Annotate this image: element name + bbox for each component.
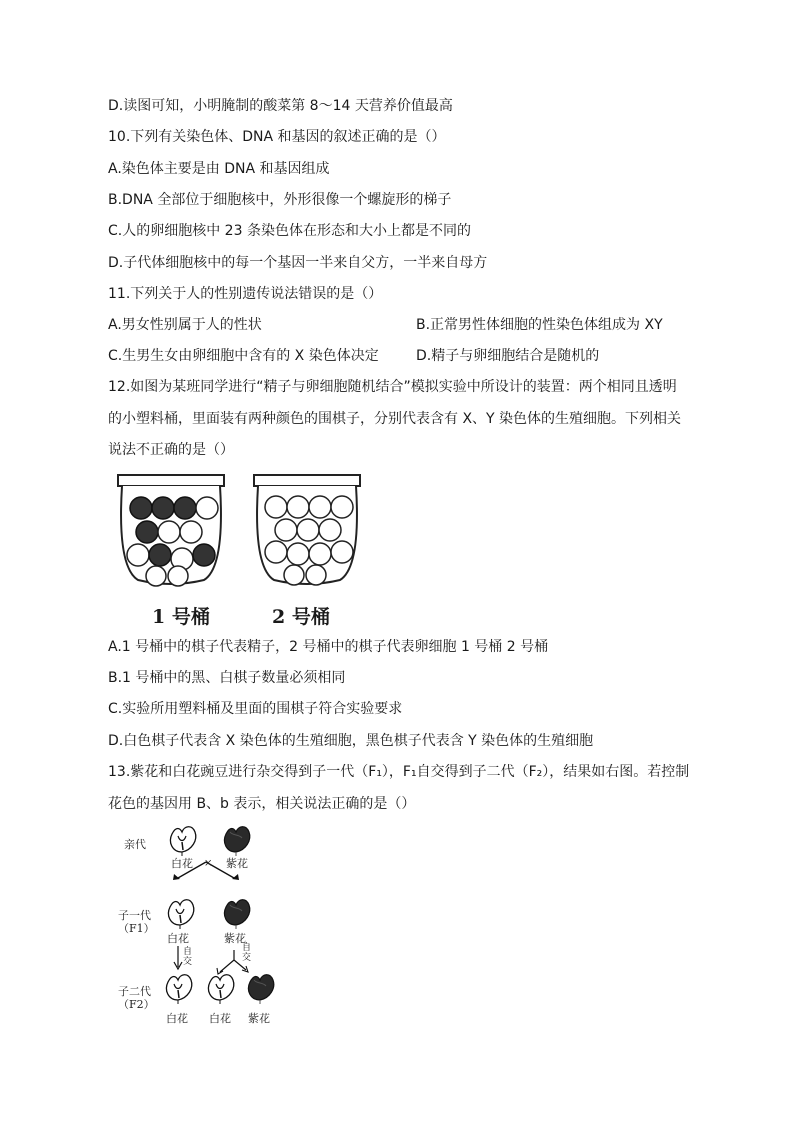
- q9-option-d: D.读图可知，小明腌制的酸菜第 8～14 天营养价值最高: [108, 98, 453, 114]
- f1-purple-flower: [224, 900, 249, 929]
- f1-white-label: 白花: [167, 932, 189, 945]
- f1-self-d: 交: [242, 953, 252, 963]
- q12-option-c: C.实验所用塑料桶及里面的围棋子符合实验要求: [108, 701, 403, 717]
- gen-parent-label: 亲代: [124, 838, 146, 851]
- f1-white-flower: [168, 900, 193, 929]
- f2-white-flower-2: [208, 975, 233, 1004]
- q10-option-a: A.染色体主要是由 DNA 和基因组成: [108, 161, 330, 177]
- q11-stem: 11.下列关于人的性别遗传说法错误的是（）: [108, 286, 383, 302]
- q10-option-c: C.人的卵细胞核中 23 条染色体在形态和大小上都是不同的: [108, 223, 471, 239]
- f2-purple-label: 紫花: [248, 1012, 270, 1025]
- q12-option-a: A.1 号桶中的棋子代表精子，2 号桶中的棋子代表卵细胞 1 号桶 2 号桶: [108, 639, 549, 655]
- q10-option-b: B.DNA 全部位于细胞核中，外形很像一个螺旋形的梯子: [108, 192, 452, 208]
- f1-self-c: 自: [242, 943, 252, 953]
- parent-purple-flower: [224, 827, 249, 856]
- gen-f1-label: 子一代: [118, 909, 151, 922]
- q12-stem-line1: 12.如图为某班同学进行“精子与卵细胞随机结合”模拟实验中所设计的装置：两个相同且透明: [108, 379, 677, 395]
- bucket-figure: [112, 472, 382, 590]
- q11-option-c: C.生男生女由卵细胞中含有的 X 染色体决定: [108, 348, 379, 364]
- bucket-2: [254, 475, 360, 585]
- gen-f2-sub: （F2）: [118, 998, 155, 1011]
- bucket-2-label: 2 号桶: [272, 606, 330, 628]
- q11-option-a: A.男女性别属于人的性状: [108, 317, 262, 333]
- bucket-1: [118, 475, 224, 586]
- q12-stem-line3: 说法不正确的是（）: [108, 442, 234, 458]
- cross-symbol: ×: [204, 858, 213, 869]
- bucket-1-label: 1 号桶: [152, 606, 210, 628]
- f1-self-a: 自: [183, 947, 193, 957]
- parent-white-label: 白花: [171, 857, 193, 870]
- f2-white-flower-1: [166, 975, 191, 1004]
- gen-f1-sub: （F1）: [118, 922, 155, 935]
- q13-stem-line1: 13.紫花和白花豌豆进行杂交得到子一代（F₁），F₁自交得到子二代（F₂），结果如右图。若控制: [108, 764, 690, 780]
- q11-option-d: D.精子与卵细胞结合是随机的: [416, 348, 600, 364]
- q12-option-b: B.1 号桶中的黑、白棋子数量必须相同: [108, 670, 346, 686]
- gen-f2-label: 子二代: [118, 985, 151, 998]
- parent-white-flower: [170, 827, 195, 856]
- f1-purple-label: 紫花: [224, 932, 246, 945]
- f2-purple-flower: [248, 975, 273, 1004]
- parent-purple-label: 紫花: [226, 857, 248, 870]
- q13-stem-line2: 花色的基因用 B、b 表示，相关说法正确的是（）: [108, 796, 416, 812]
- f1-self-b: 交: [183, 957, 193, 967]
- q10-stem: 10.下列有关染色体、DNA 和基因的叙述正确的是（）: [108, 129, 446, 145]
- q12-option-d: D.白色棋子代表含 X 染色体的生殖细胞，黑色棋子代表含 Y 染色体的生殖细胞: [108, 733, 594, 749]
- f2-white-label-1: 白花: [166, 1012, 188, 1025]
- f2-white-label-2: 白花: [209, 1012, 231, 1025]
- q11-option-b: B.正常男性体细胞的性染色体组成为 XY: [416, 317, 663, 333]
- q12-stem-line2: 的小塑料桶，里面装有两种颜色的围棋子，分别代表含有 X、Y 染色体的生殖细胞。下列相关: [108, 411, 682, 427]
- q10-option-d: D.子代体细胞核中的每一个基因一半来自父方，一半来自母方: [108, 255, 488, 271]
